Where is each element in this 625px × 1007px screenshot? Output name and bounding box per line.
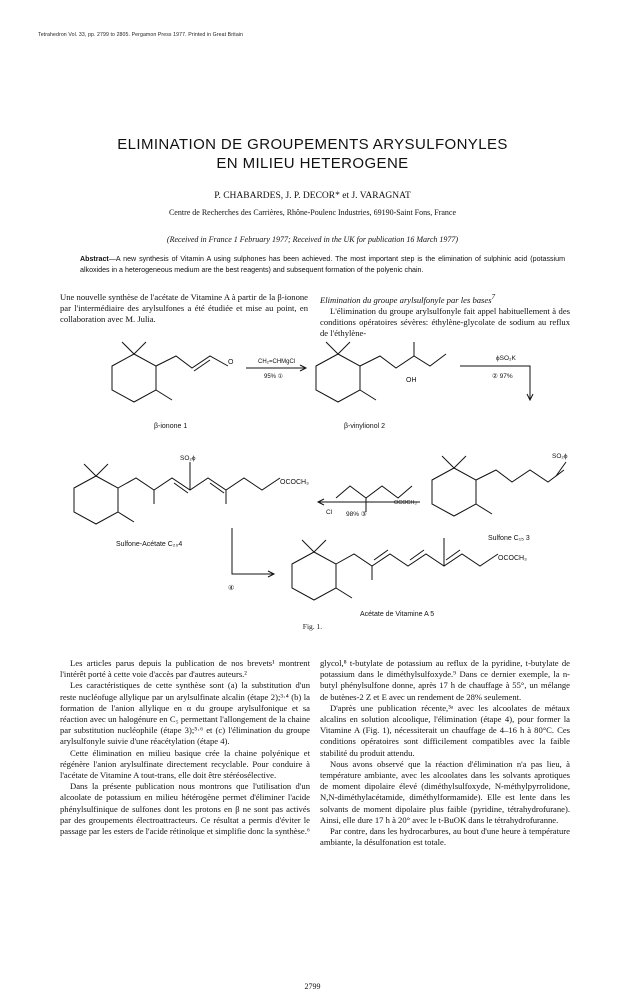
sulfone-c15-structure xyxy=(432,456,566,516)
chloride-label: Cl xyxy=(326,509,333,516)
paragraph: Cette élimination en milieu basique crée la chaine polyénique et régénère l'anion arylsulfinate directement recyclable. Pour conduire à l'acétate de Vitamine A tout-trans, elle doit être stéréosélective. xyxy=(60,747,310,781)
so2phi-label-c20: SO₂ϕ xyxy=(180,455,196,462)
paper-title xyxy=(0,135,625,173)
vitamin-a-acetate-structure xyxy=(292,538,498,600)
paragraph: Par contre, dans les hydrocarbures, au bout d'une heure à température ambiante, la désulfonation est totale. xyxy=(320,826,570,848)
step3-yield-label: 98% ③ xyxy=(346,511,367,518)
title-line-1: ELIMINATION DE GROUPEMENTS ARYSULFONYLES xyxy=(117,136,508,153)
reaction-scheme-figure xyxy=(60,338,580,638)
section-heading: Elimination du groupe arylsulfonyle par les bases$^7$ xyxy=(320,293,496,305)
paragraph: L'élimination du groupe arylsulfonyle fait appel habituellement à des conditions opératoires sévères: éthylène-glycolate de sodium au reflux de l'éthylène- xyxy=(320,306,570,339)
vita-ococh3-label: OCOCH₃ xyxy=(498,555,527,562)
c5-chloride-structure xyxy=(336,486,412,512)
so2phi-label-c15: SO₂ϕ xyxy=(552,453,568,460)
paragraph: glycol,⁸ t-butylate de potassium au reflux de la pyridine, t-butylate de potassium dans le diméthylsulfoxyde.⁹ Dans ce dernier exemple, la n-butyl phénylsulfone donne, après 17 h de chauffage à 55°, un mélange de butènes-2 Z et E avec un rendement de 28% seulement. xyxy=(320,658,570,702)
authors: P. CHABARDES, J. P. DECOR* et J. VARAGNAT xyxy=(214,191,411,201)
oh-label: OH xyxy=(406,377,417,384)
affiliation: Centre de Recherches des Carrières, Rhône-Poulenc Industries, 69190-Saint Fons, France xyxy=(168,208,457,217)
sulfone-c15-label: Sulfone C₁₅ 3 xyxy=(488,535,530,542)
paragraph: Nous avons observé que la réaction d'élimination n'a pas lieu, à température ambiante, avec les alcoolates dans les solvants aprotiques de moment dipolaire élevé (diméthylsulfoxyde, N-méthylpyrrolidone, N,N-diméthylacétamide, diméthylformamide). Elle est lente dans les solvants de moment dipolaire plus faible (pyridine, tétrahydrofurane). Ainsi, elle dure 17 h à 20° avec le t-BuOK dans le tétrahydrofuranne. xyxy=(320,758,570,825)
beta-vinylionol-label: β-vinylionol 2 xyxy=(344,423,385,430)
reagent-phenylsulfinate-label: ϕSO₂K xyxy=(496,355,516,362)
reagent-vinylmagnesium-label: CH₂=CHMgCl xyxy=(258,359,296,365)
journal-citation: Tetrahedron Vol. 33, pp. 2799 to 2805. Pergamon Press 1977. Printed in Great Britain xyxy=(38,32,244,38)
beta-ionone-structure xyxy=(112,342,228,402)
abstract-text: —A new synthesis of Vitamin A using sulphones has been achieved. The most important step is the elimination of sulphinic acid (potassium alkoxides in a heterogeneous medium are the best reagents) and subsequent formation of the polyenic chain. xyxy=(80,255,565,274)
paragraph: D'après une publication récente,³ᵃ avec les alcoolates de métaux alcalins en solution alcoolique, l'élimination (étape 4), pour former la Vitamine A (Fig. 1), nécessiterait un chauffage de 4–16 h à 80°C. Ces conditions opératoires sont difficilement compatibles avec la faible stabilité du produit attendu. xyxy=(320,702,570,758)
figure-caption: Fig. 1. xyxy=(302,622,323,631)
body-left-column xyxy=(60,658,310,837)
intro-right-column xyxy=(320,292,570,340)
vitamin-a-acetate-label: Acétate de Vitamine A 5 xyxy=(360,611,435,618)
body-right-column xyxy=(320,658,570,848)
carbonyl-o-label: O xyxy=(228,359,234,366)
step4-label: ④ xyxy=(228,585,235,592)
received-dates: (Received in France 1 February 1977; Received in the UK for publication 16 March 1977) xyxy=(166,235,459,244)
beta-ionone-label: β-ionone 1 xyxy=(154,423,188,430)
paragraph: Les caractéristiques de cette synthèse sont (a) la substitution d'un reste nucléofuge allylique par un arylsulfinate alcalin (étape 2);³·⁴ (b) la formation de l'anion allylique en α du groupe arylsulfonique et sa réaction avec un halogénure en C₅ permettant l'allongement de la chaine par substitution nucléophile (étape 3);⁵·⁶ et (c) l'élimination du groupe arylsulfonyle suivie d'une réacétylation (étape 4). xyxy=(60,680,310,747)
abstract xyxy=(80,254,565,275)
step1-yield-label: 95% ① xyxy=(264,374,284,380)
abstract-label: Abstract xyxy=(80,255,109,263)
title-line-2: EN MILIEU HETEROGENE xyxy=(216,155,409,172)
paragraph: Une nouvelle synthèse de l'acétate de Vitamine A à partir de la β-ionone par l'intermédiaire des arylsulfones a été étudiée et mise au point, en collaboration avec M. Julia. xyxy=(60,292,308,325)
c20-ococh3-label: OCOCH₃ xyxy=(280,479,309,486)
intro-left-column xyxy=(60,292,308,326)
sulfone-acetate-label: Sulfone-Acétate C₂₀4 xyxy=(116,541,183,548)
page-number: 2799 xyxy=(304,982,321,991)
step2-yield-label: ② 97% xyxy=(492,373,513,380)
paragraph: Dans la présente publication nous montrons que l'utilisation d'un alcoolate de potassium en milieu hétérogène permet d'éliminer l'acide phénylsulfinique de sulfones dont les protons en β ne sont pas activés par des groupements électroattracteurs. Ce résultat a permis d'éviter le passage par les esters de l'acide rétinoïque et simplifie donc la synthèse.⁶ xyxy=(60,781,310,837)
sulfone-acetate-c20-structure xyxy=(74,462,280,524)
c5-ococh3-label: OCOCH₃ xyxy=(394,500,417,506)
beta-vinylionol-structure xyxy=(316,342,446,402)
paragraph: Les articles parus depuis la publication de nos brevets¹ montrent l'intérêt porté à cette voie d'accès par d'autres auteurs.² xyxy=(60,658,310,680)
arrow-step-2 xyxy=(460,366,530,400)
arrow-step-4 xyxy=(232,528,274,574)
